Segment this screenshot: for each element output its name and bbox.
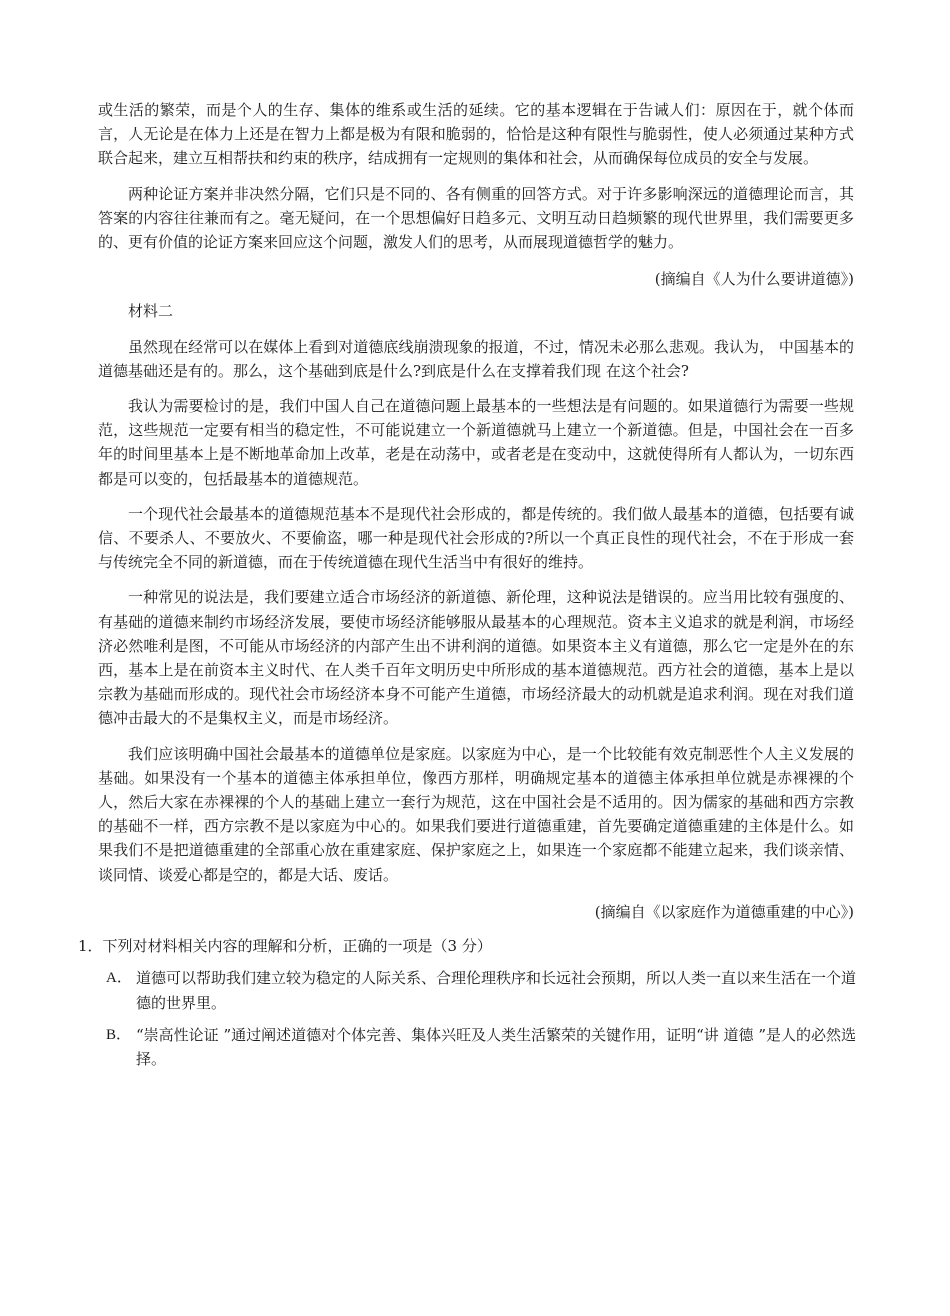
material2-paragraph-1: 虽然现在经常可以在媒体上看到对道德底线崩溃现象的报道，不过，情况未必那么悲观。我认为， 中国基本的道德基础还是有的。那么，这个基础到底是什么?到底是什么在支撑着我们现 在这个社会? <box>98 337 854 380</box>
material2-paragraph-2: 我认为需要检讨的是，我们中国人自己在道德问题上最基本的一些想法是有问题的。如果道德行为需要一些规范，这些规范一定要有相当的稳定性，不可能说建立一个新道德就马上建立一个新道德。但是，中国社会在一百多年的时间里基本上是不断地革命加上改革，老是在动荡中，或者老是在变动中，这就使得所有人都认为，一切东西都是可以变的，包括最基本的道德规范。 <box>98 397 854 488</box>
material2-source-citation: (摘编自《以家庭作为道德重建的中心》) <box>594 902 854 921</box>
material2-paragraph-3: 一个现代社会最基本的道德规范基本不是现代社会形成的，都是传统的。我们做人最基本的道德，包括要有诚信、不要杀人、不要放火、不要偷盗，哪一种是现代社会形成的?所以一个真正良性的现代社会，不在于形成一套与传统完全不同的新道德，而在于传统道德在现代生活当中有很好的维持。 <box>98 504 854 572</box>
document-page <box>78 98 857 1071</box>
material2-heading: 材料二 <box>128 302 174 321</box>
material1-paragraph-final: 两种论证方案并非决然分隔，它们只是不同的、各有侧重的回答方式。对于许多影响深远的道德理论而言，其答案的内容往往兼而有之。毫无疑问，在一个思想偏好日趋多元、文明互动日趋频繁的现代世界里，我们需要更多的、更有价值的论证方案来回应这个问题，激发人们的思考，从而展现道德哲学的魅力。 <box>98 184 854 252</box>
material1-source-citation: (摘编自《人为什么要讲道德》) <box>654 270 854 289</box>
option-a-letter: A． <box>106 970 132 987</box>
material1-paragraph-continued: 或生活的繁荣，而是个人的生存、集体的维系或生活的延续。它的基本逻辑在于告诫人们：原因在于，就个体而言，人无论是在体力上还是在智力上都是极为有限和脆弱的，恰恰是这种有限性与脆弱性，使人必须通过某种方式联合起来，建立互相帮扶和约束的秩序，结成拥有一定规则的集体和社会，从而确保每位成员的安全与发展。 <box>98 101 854 168</box>
material2-paragraph-5: 我们应该明确中国社会最基本的道德单位是家庭。以家庭为中心，是一个比较能有效克制恶性个人主义发展的基础。如果没有一个基本的道德主体承担单位，像西方那样，明确规定基本的道德主体承担单位就是赤裸裸的个人，然后大家在赤裸裸的个人的基础上建立一套行为规范，这在中国社会是不适用的。因为儒家的基础和西方宗教的基础不一样，西方宗教不是以家庭为中心的。如果我们要进行道德重建，首先要确定道德重建的主体是什么。如果我们不是把道德重建的全部重心放在重建家庭、保护家庭之上，如果连一个家庭都不能建立起来，我们谈亲情、谈同情、谈爱心都是空的，都是大话、废话。 <box>98 744 854 884</box>
material2-paragraph-4: 一种常见的说法是，我们要建立适合市场经济的新道德、新伦理，这种说法是错误的。应当用比较有强度的、有基础的道德来制约市场经济发展，要使市场经济能够服从最基本的心理规范。资本主义追求的就是利润，市场经济必然唯利是图，不可能从市场经济的内部产生出不讲利润的道德。如果资本主义有道德，那么它一定是外在的东西，基本上是在前资本主义时代、在人类千百年文明历史中所形成的基本道德规范。西方社会的道德，基本上是以宗教为基础而形成的。现代社会市场经济本身不可能产生道德，市场经济最大的动机就是追求利润。现在对我们道德冲击最大的不是集权主义，而是市场经济。 <box>98 588 854 728</box>
option-a[interactable] <box>106 966 856 1014</box>
option-b[interactable] <box>106 1023 856 1071</box>
option-a-text: 道德可以帮助我们建立较为稳定的人际关系、合理伦理秩序和长远社会预期，所以人类一直以来生活在一个道德的世界里。 <box>136 969 857 1012</box>
option-b-letter: B． <box>106 1026 132 1043</box>
question-1-stem: 1．下列对材料相关内容的理解和分析，正确的一项是（3 分） <box>78 937 492 956</box>
option-b-text: “崇高性论证 ”通过阐述道德对个体完善、集体兴旺及人类生活繁荣的关键作用，证明“讲 道德 ”是人的必然选择。 <box>136 1025 856 1068</box>
question-1-options <box>106 966 856 1071</box>
